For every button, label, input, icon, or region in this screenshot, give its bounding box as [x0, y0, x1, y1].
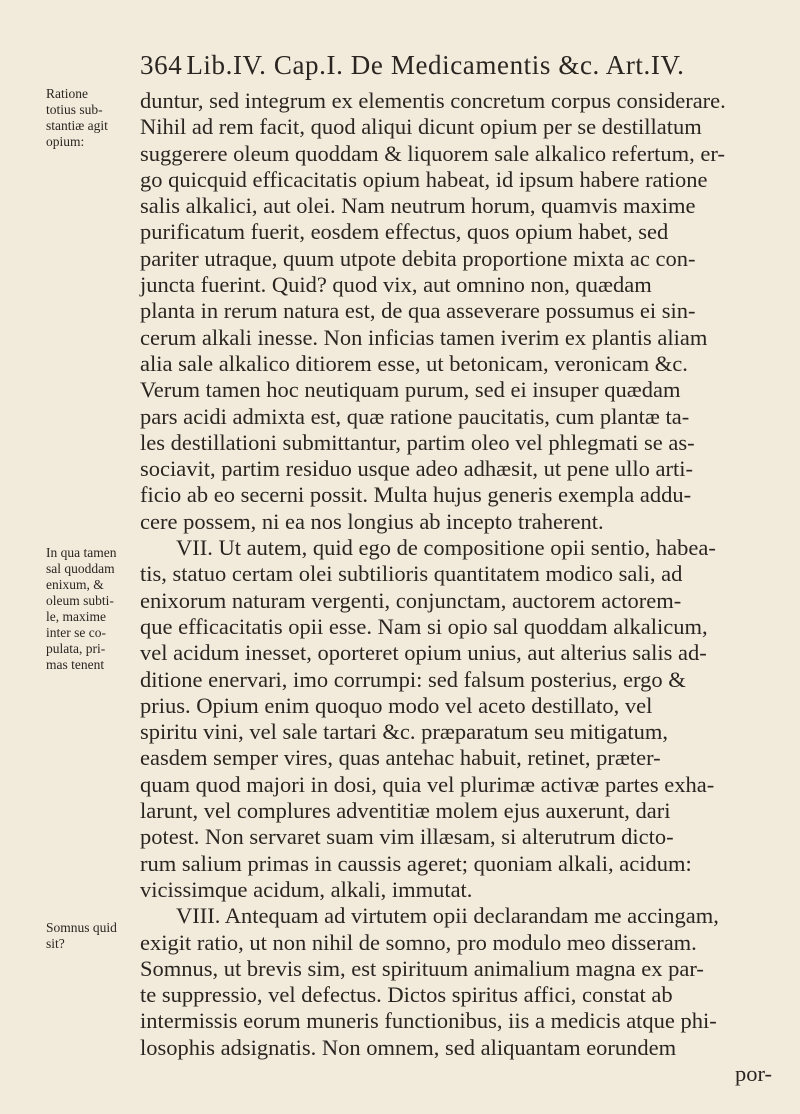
margin-note-line: Ratione: [46, 86, 88, 101]
running-title: Lib.IV. Cap.I. De Medicamentis &c. Art.IV.: [186, 50, 685, 80]
text-line: vicissimque acidum, alkali, immutat.: [140, 876, 473, 902]
margin-note-line: enixum, &: [46, 577, 104, 592]
margin-note-line: pulata, pri-: [46, 641, 106, 656]
margin-note-line: In qua tamen: [46, 545, 117, 560]
text-line: pars acidi admixta est, quæ ratione paucitatis, cum plantæ ta-: [140, 403, 690, 429]
text-line: Verum tamen hoc neutiquam purum, sed ei insuper quædam: [140, 377, 681, 403]
text-line: quam quod majori in dosi, quia vel plurimæ activæ partes exha-: [140, 771, 715, 797]
text-line: cere possem, ni ea nos longius ab incepto traherent.: [140, 508, 604, 534]
margin-note-line: inter se co-: [46, 625, 106, 640]
section-viii-start: VIII. Antequam ad virtutem opii declarandam me accingam,: [176, 903, 719, 929]
text-line: enixorum naturam vergenti, conjunctam, auctorem actorem-: [140, 587, 682, 613]
margin-note-line: stantiæ agit: [46, 118, 108, 133]
text-line: Nihil ad rem facit, quod aliqui dicunt opium per se destillatum: [140, 114, 702, 140]
text-line: go quicquid efficacitatis opium habeat, id ipsum habere ratione: [140, 166, 708, 192]
section-vii-start: VII. Ut autem, quid ego de compositione opii sentio, habea-: [176, 535, 716, 561]
text-line: easdem semper vires, quas antehac habuit, retinet, præter-: [140, 745, 661, 771]
margin-note-line: Somnus quid: [46, 920, 117, 935]
margin-note-line: totius sub-: [46, 102, 103, 117]
text-line: sociavit, partim residuo usque adeo adhæsit, ut pene ullo arti-: [140, 456, 693, 482]
margin-note-somnus: [46, 920, 130, 952]
margin-note-in-qua-tamen: [46, 545, 130, 673]
margin-note-line: sal quoddam: [46, 561, 115, 576]
text-line: pariter utraque, quum utpote debita proportione mixta ac con-: [140, 245, 696, 271]
text-line: alia sale alkalico ditiorem esse, ut betonicam, veronicam &c.: [140, 350, 688, 376]
text-line: duntur, sed integrum ex elementis concretum corpus considerare.: [140, 88, 726, 113]
text-line: suggerere oleum quoddam & liquorem sale alkalico refertum, er-: [140, 140, 725, 166]
text-line: purificatum fuerit, eosdem effectus, quos opium habet, sed: [140, 219, 669, 245]
text-line: intermissis eorum muneris functionibus, iis a medicis atque phi-: [140, 1008, 717, 1034]
text-line: losophis adsignatis. Non omnem, sed aliquantam eorundem: [140, 1034, 677, 1060]
text-line: te suppressio, vel defectus. Dictos spiritus affici, constat ab: [140, 982, 673, 1008]
text-line: juncta fuerint. Quid? quod vix, aut omnino non, quædam: [140, 272, 652, 298]
text-line: spiritu vini, vel sale tartari &c. præparatum seu mitigatum,: [140, 719, 669, 745]
text-line: Somnus, ut brevis sim, est spirituum animalium magna ex par-: [140, 955, 704, 981]
text-line: les destillationi submittantur, partim oleo vel phlegmati se as-: [140, 429, 695, 455]
body-text: [140, 88, 772, 1087]
running-header: [140, 48, 760, 82]
text-line: planta in rerum natura est, de qua asseverare possumus ei sin-: [140, 298, 696, 324]
text-line: rum salium primas in caussis ageret; quoniam alkali, acidum:: [140, 850, 692, 876]
margin-note-line: sit?: [46, 936, 65, 951]
text-line: tis, statuo certam olei subtilioris quantitatem modico sali, ad: [140, 561, 683, 587]
margin-note-line: mas tenent: [46, 657, 105, 672]
text-line: vel acidum inesset, oporteret opium unius, aut alterius salis ad-: [140, 640, 707, 666]
text-line: larunt, vel complures adventitiæ molem ejus auxerunt, dari: [140, 798, 671, 824]
text-line: potest. Non servaret suam vim illæsam, si alterutrum dicto-: [140, 824, 674, 850]
margin-note-ratione: [46, 86, 130, 150]
text-line: cerum alkali inesse. Non inficias tamen iverim ex plantis aliam: [140, 324, 708, 350]
text-line: exigit ratio, ut non nihil de somno, pro modulo meo disseram.: [140, 929, 697, 955]
margin-note-line: opium:: [46, 134, 85, 149]
text-line: ficio ab eo secerni possit. Multa hujus generis exempla addu-: [140, 482, 692, 508]
margin-note-line: oleum subti-: [46, 593, 114, 608]
catchword: por-: [734, 1060, 772, 1086]
text-line: salis alkalici, aut olei. Nam neutrum horum, quamvis maxime: [140, 193, 696, 219]
page-number: 364: [140, 50, 183, 80]
margin-note-line: le, maxime: [46, 609, 106, 624]
text-line: ditione enervari, imo corrumpi: sed falsum posterius, ergo &: [140, 666, 686, 692]
text-line: prius. Opium enim quoquo modo vel aceto destillato, vel: [140, 692, 653, 718]
text-line: que efficacitatis opii esse. Nam si opio sal quoddam alkalicum,: [140, 613, 708, 639]
